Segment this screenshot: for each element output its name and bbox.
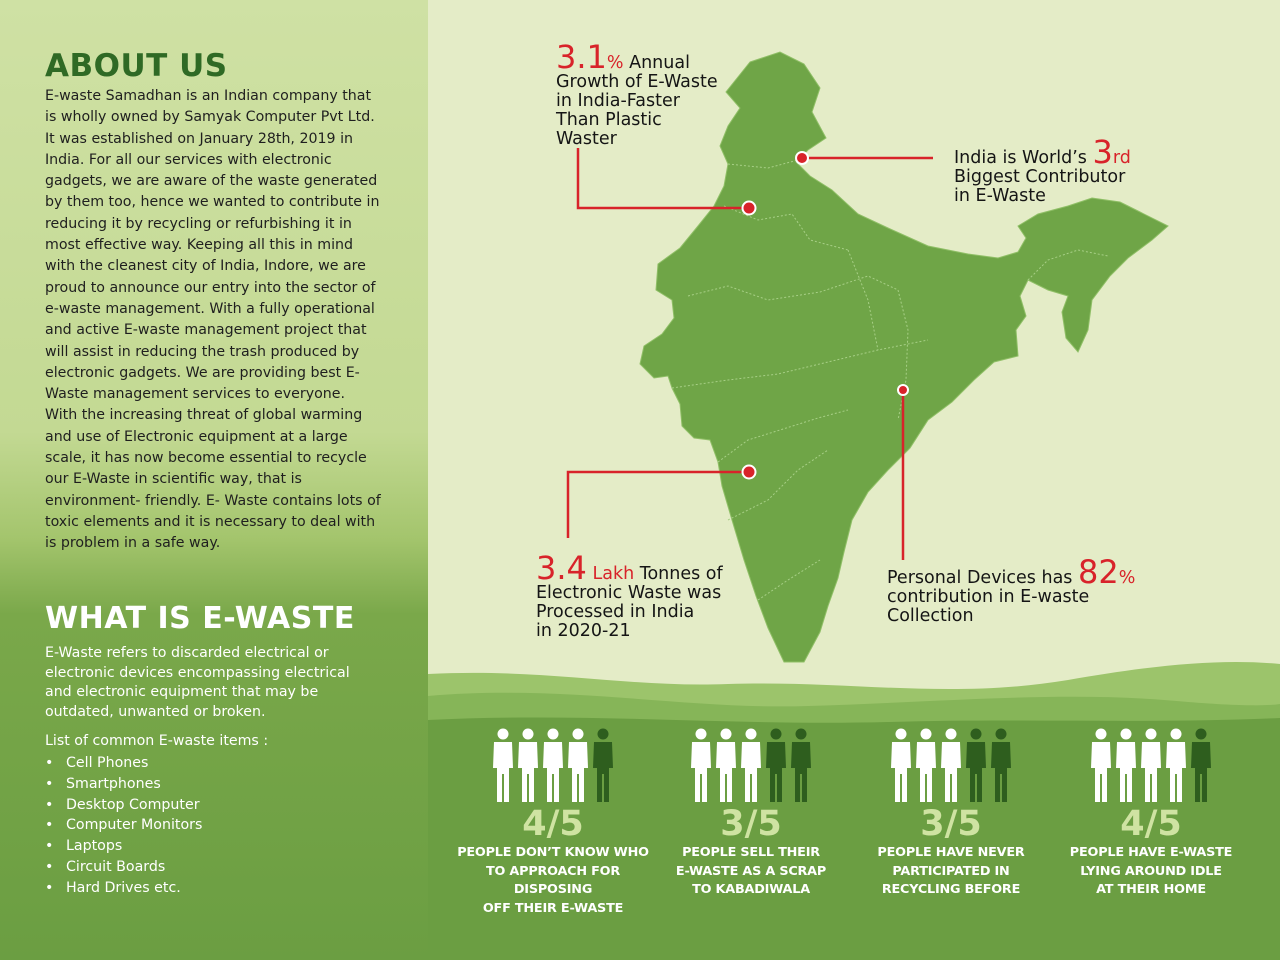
processed-unit: Lakh <box>592 564 635 584</box>
growth-line: in India-Faster <box>556 91 680 111</box>
survey-caption-line: TO APPROACH FOR DISPOSING <box>485 863 621 897</box>
person-icon <box>1089 728 1113 804</box>
person-icon <box>714 728 738 804</box>
contributor-line: Biggest Contributor <box>954 167 1126 187</box>
stat-growth <box>556 38 718 149</box>
about-heading: ABOUT US <box>45 48 228 84</box>
survey-caption-line: OFF THEIR E-WASTE <box>482 900 624 916</box>
person-icon <box>591 728 615 804</box>
person-icon <box>764 728 788 804</box>
contributor-line: in E-Waste <box>954 186 1046 206</box>
list-item-label: Desktop Computer <box>66 796 200 813</box>
survey-caption-line: E-WASTE AS A SCRAP <box>675 863 827 879</box>
survey-caption-line: PARTICIPATED IN <box>892 863 1010 879</box>
person-icon <box>1114 728 1138 804</box>
personal-unit: % <box>1118 568 1136 588</box>
growth-line: Than Plastic <box>556 110 662 130</box>
ewaste-item-list <box>45 753 202 899</box>
survey-fraction: 3/5 <box>720 804 782 844</box>
survey-group <box>448 728 658 918</box>
contributor-number: 3 <box>1092 133 1113 171</box>
list-item-label: Cell Phones <box>66 755 149 771</box>
person-icon <box>789 728 813 804</box>
survey-fraction: 4/5 <box>1120 804 1182 844</box>
contributor-suffix: rd <box>1112 148 1131 168</box>
bullet-icon: • <box>45 796 54 813</box>
survey-caption-line: AT THEIR HOME <box>1096 882 1206 897</box>
growth-number: 3.1 <box>556 38 607 76</box>
right-panel <box>428 0 1280 960</box>
processed-line: Electronic Waste was <box>536 583 722 603</box>
survey-caption <box>1046 844 1256 900</box>
people-row <box>846 728 1056 804</box>
contributor-line: India is World’s <box>954 148 1093 168</box>
person-icon <box>939 728 963 804</box>
people-row <box>1046 728 1256 804</box>
list-item <box>45 878 202 899</box>
survey-caption <box>846 844 1056 900</box>
survey-caption-line: PEOPLE HAVE NEVER <box>877 845 1025 860</box>
list-item-label: Laptops <box>66 838 123 855</box>
person-icon <box>491 728 515 804</box>
stat-contributor <box>954 133 1131 206</box>
person-icon <box>689 728 713 804</box>
growth-line: Growth of E-Waste <box>556 72 718 92</box>
list-item <box>45 857 202 878</box>
person-icon <box>541 728 565 804</box>
person-icon <box>964 728 988 804</box>
growth-unit: % <box>606 53 624 73</box>
ewaste-heading: WHAT IS E-WASTE <box>45 601 355 636</box>
survey-group <box>846 728 1056 900</box>
personal-line: Personal Devices has <box>887 568 1078 588</box>
person-icon <box>989 728 1013 804</box>
processed-line: in 2020-21 <box>536 621 631 641</box>
list-intro: List of common E-waste items : <box>45 733 269 749</box>
person-icon <box>566 728 590 804</box>
processed-line: Tonnes of <box>634 564 723 584</box>
personal-line: Collection <box>887 606 974 626</box>
person-icon <box>1164 728 1188 804</box>
stat-personal <box>887 553 1136 626</box>
bullet-icon: • <box>45 755 54 771</box>
person-icon <box>1139 728 1163 804</box>
list-item-label: Computer Monitors <box>66 817 203 834</box>
list-item <box>45 753 202 774</box>
bullet-icon: • <box>45 879 54 896</box>
personal-line: contribution in E-waste <box>887 587 1090 607</box>
bullet-icon: • <box>45 817 54 834</box>
people-row <box>646 728 856 804</box>
growth-line: Waster <box>556 129 617 149</box>
person-icon <box>889 728 913 804</box>
list-item <box>45 795 202 816</box>
survey-caption-line: PEOPLE SELL THEIR <box>682 845 820 860</box>
processed-number: 3.4 <box>536 549 587 587</box>
list-item <box>45 836 202 857</box>
list-item <box>45 815 202 836</box>
personal-number: 82 <box>1077 553 1119 591</box>
person-icon <box>739 728 763 804</box>
survey-fraction: 3/5 <box>920 804 982 844</box>
bullet-icon: • <box>45 838 54 855</box>
survey-caption-line: LYING AROUND IDLE <box>1080 863 1222 879</box>
survey-caption-line: RECYCLING BEFORE <box>881 882 1021 897</box>
person-icon <box>516 728 540 804</box>
list-item-label: Smartphones <box>66 775 161 792</box>
bullet-icon: • <box>45 858 54 875</box>
bullet-icon: • <box>45 775 54 792</box>
growth-line: Annual <box>623 53 690 73</box>
survey-group <box>646 728 856 900</box>
survey-caption-line: PEOPLE DON’T KNOW WHO <box>457 845 649 860</box>
survey-caption-line: TO KABADIWALA <box>692 882 810 897</box>
stat-processed <box>536 549 723 641</box>
person-icon <box>1189 728 1213 804</box>
list-item <box>45 774 202 795</box>
list-item-label: Circuit Boards <box>66 858 166 875</box>
ewaste-definition: E-Waste refers to discarded electrical or electronic devices encompassing electrical and electronic equipment that may be outdated, unwanted or broken. <box>45 645 350 720</box>
person-icon <box>914 728 938 804</box>
about-body: E-waste Samadhan is an Indian company that is wholly owned by Samyak Computer Pvt Ltd. It was established on January 28th, 2019 in India. For all our services with electronic gadgets, we are aware of the waste generated by them too, hence we wanted to contribute in reducing it by recycling or refurbishing it in most effective way. Keeping all this in mind with the cleanest city of India, Indore, we are proud to announce our entry into the sector of e-waste management. With a fully operational and active E-waste management project that will assist in reducing the trash produced by electronic gadgets. We are providing best E- Waste management services to everyone. With the increasing threat of global warming and use of Electronic equipment at a large scale, it has now become essential to recycle our E-Waste in scientific way, that is environment- friendly. E- Waste contains lots of toxic elements and it is necessary to deal with is problem in a safe way. <box>45 88 381 552</box>
processed-line: Processed in India <box>536 602 695 622</box>
list-item-label: Hard Drives etc. <box>66 879 181 896</box>
survey-caption <box>448 844 658 918</box>
people-row <box>448 728 658 804</box>
survey-caption <box>646 844 856 900</box>
survey-fraction: 4/5 <box>522 804 584 844</box>
left-panel <box>0 0 428 960</box>
survey-caption-line: PEOPLE HAVE E-WASTE <box>1069 845 1233 860</box>
survey-group <box>1046 728 1256 900</box>
